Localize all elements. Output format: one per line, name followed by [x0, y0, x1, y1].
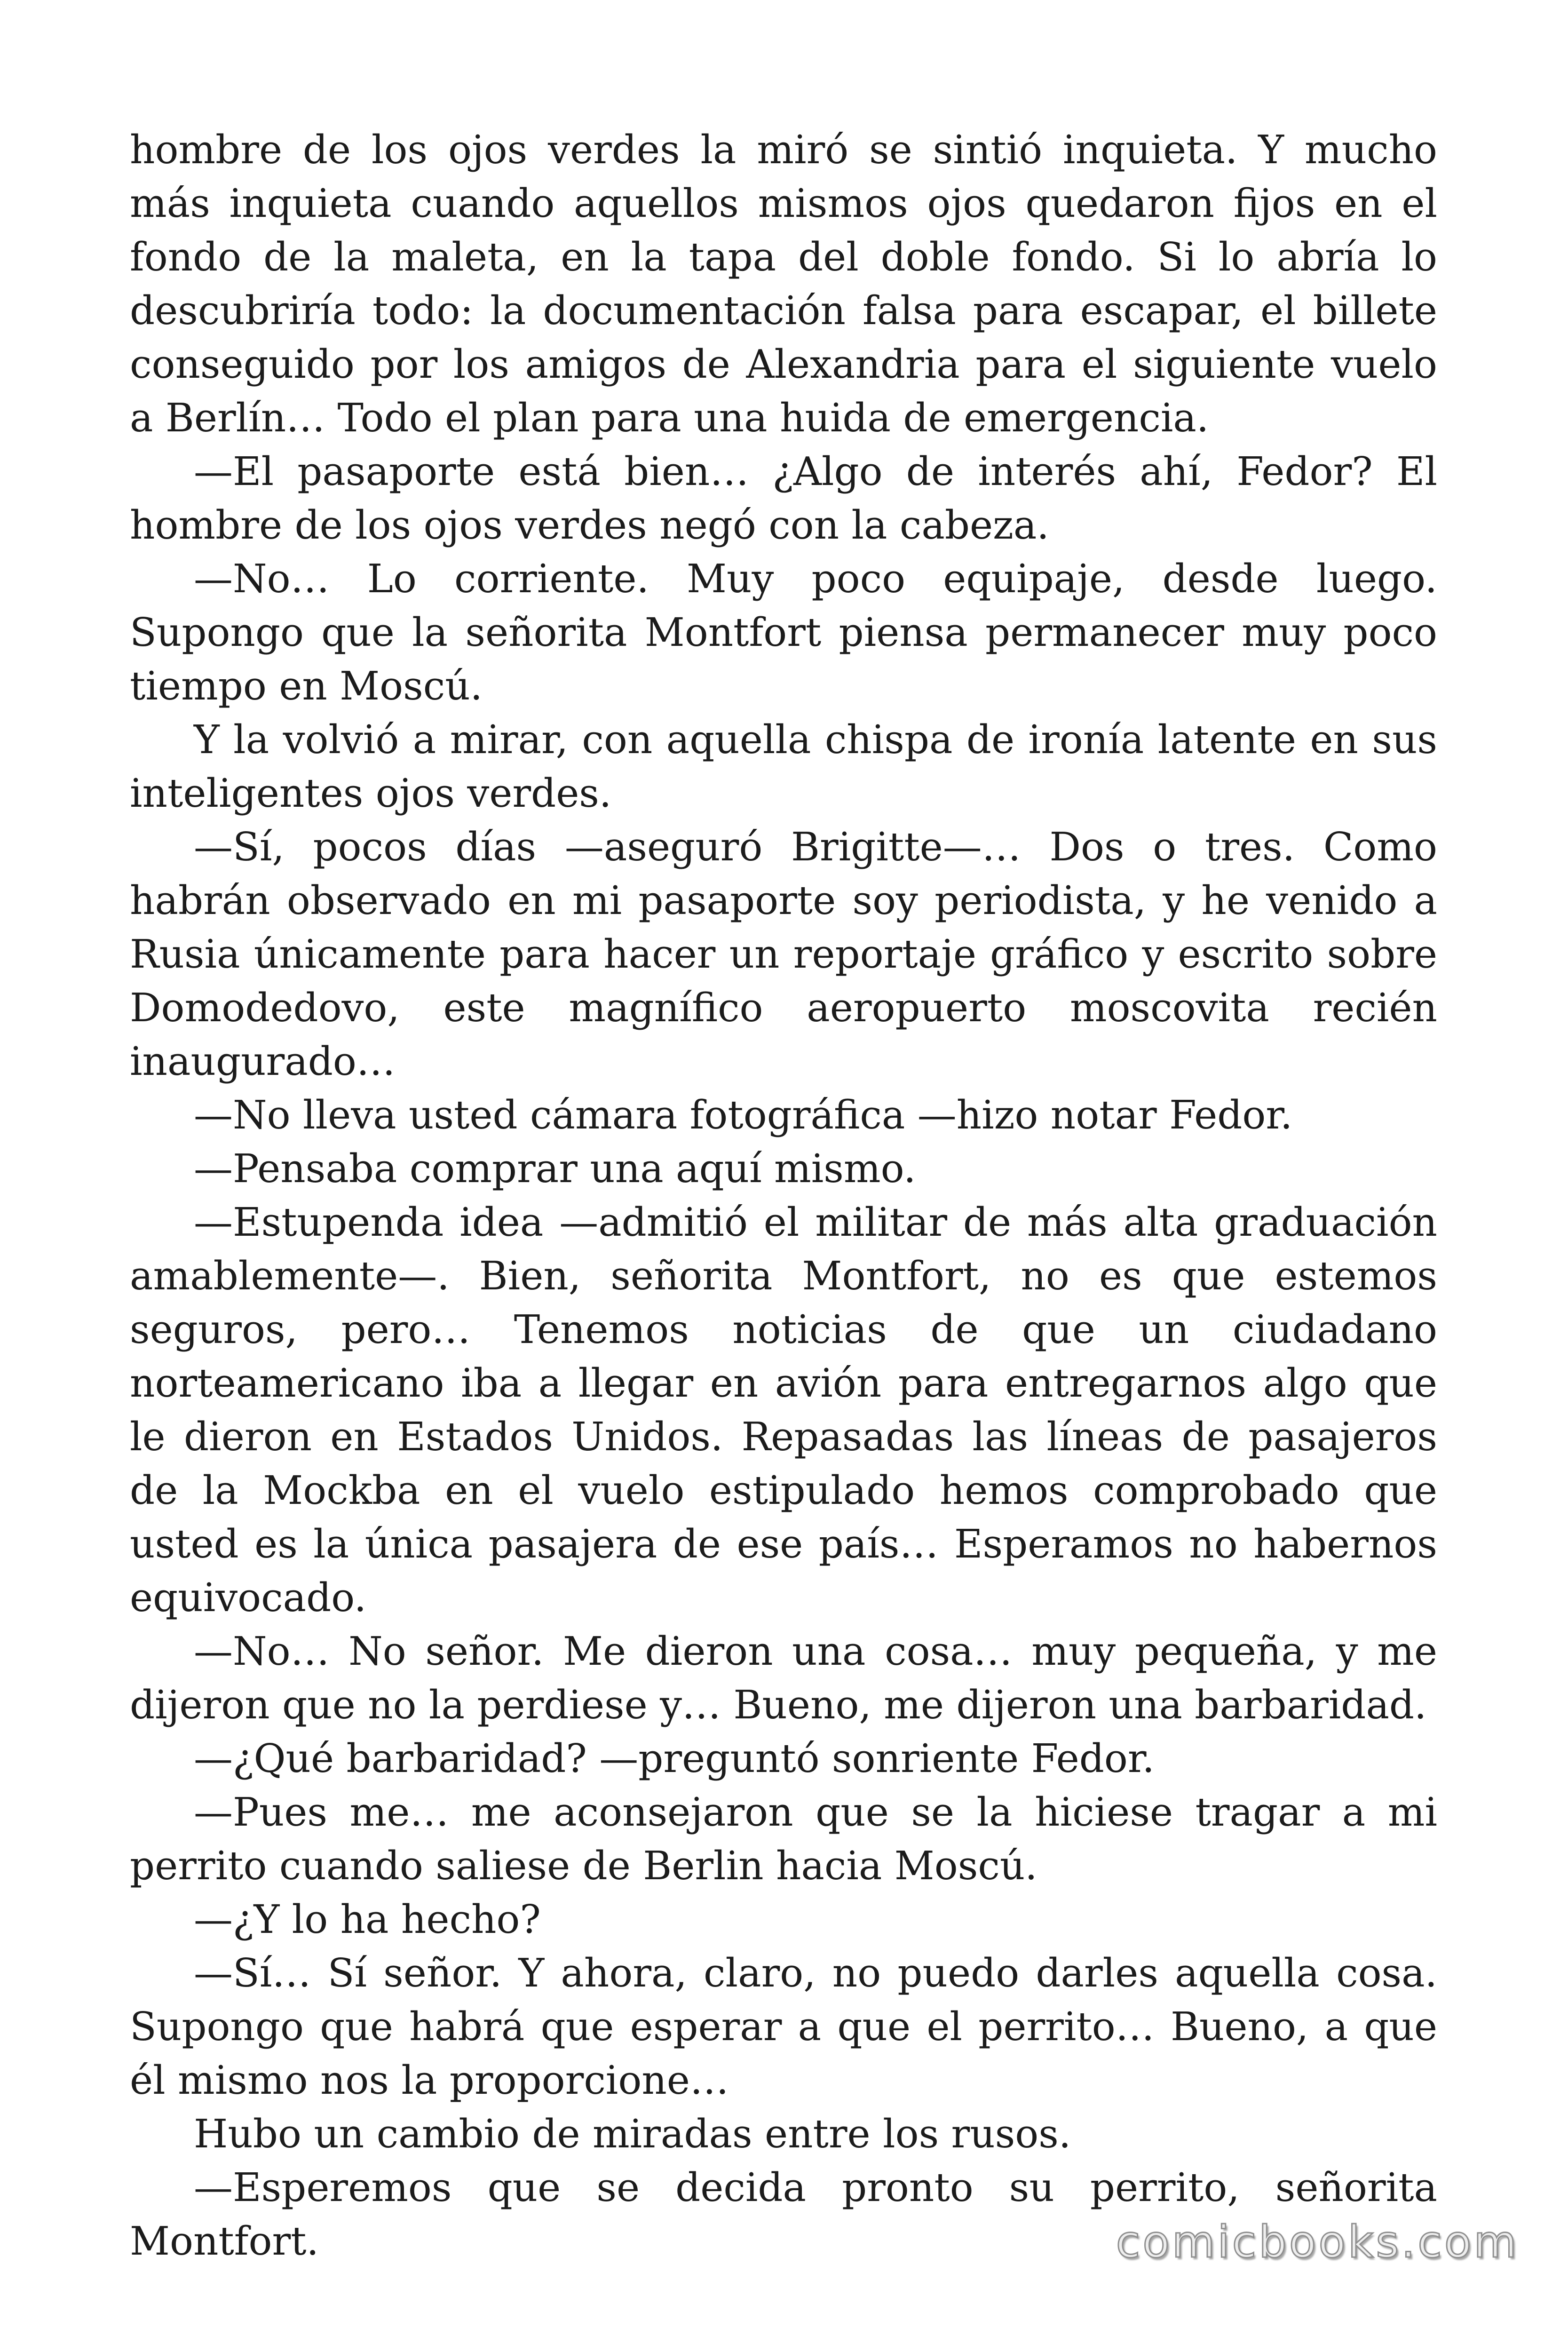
paragraph-dialogue: —No lleva usted cámara fotográfica —hizo notar Fedor.: [194, 1092, 1293, 1138]
paragraph-dialogue: —¿Y lo ha hecho?: [194, 1897, 541, 1942]
paragraph-dialogue: —Sí, pocos días —aseguró Brigitte—… Dos o tres. Como habrán observado en mi pasaporte soy periodista, y he venido a Rusia únicamente para hacer un reportaje gráfico y escrito sobre Domodedovo, este magnífico aeropuerto moscovita recién inaugurado…: [130, 824, 1437, 1084]
paragraph-dialogue: —Estupenda idea —admitió el militar de más alta graduación amablemente—. Bien, señorita Montfort, no es que estemos seguros, pero… Tenemos noticias de que un ciudadano norteamericano iba a llegar en avión para entregarnos algo que le dieron en Estados Unidos. Repasadas las líneas de pasajeros de la Mockba en el vuelo estipulado hemos comprobado que usted es la única pasajera de ese país… Esperamos no habernos equivocado.: [130, 1200, 1437, 1621]
paragraph-dialogue: —Sí… Sí señor. Y ahora, claro, no puedo darles aquella cosa. Supongo que habrá que esperar a que el perrito… Bueno, a que él mismo nos la proporcione…: [130, 1950, 1437, 2103]
paragraph-dialogue: —No… Lo corriente. Muy poco equipaje, desde luego. Supongo que la señorita Montfort piensa permanecer muy poco tiempo en Moscú.: [130, 556, 1437, 709]
paragraph-dialogue: —Pensaba comprar una aquí mismo.: [194, 1146, 916, 1192]
paragraph-dialogue: —Esperemos que se decida pronto su perrito, señorita Montfort.: [130, 2165, 1437, 2264]
paragraph-narration: Hubo un cambio de miradas entre los rusos.: [194, 2111, 1071, 2157]
paragraph-narration: Y la volvió a mirar, con aquella chispa de ironía latente en sus inteligentes ojos verdes.: [130, 717, 1437, 816]
paragraph-continued: hombre de los ojos verdes la miró se sintió inquieta. Y mucho más inquieta cuando aquellos mismos ojos quedaron fijos en el fondo de la maleta, en la tapa del doble fondo. Si lo abría lo descubriría todo: la documentación falsa para escapar, el billete conseguido por los amigos de Alexandria para el siguiente vuelo a Berlín… Todo el plan para una huida de emergencia.: [130, 127, 1437, 441]
paragraph-dialogue: —No… No señor. Me dieron una cosa… muy pequeña, y me dijeron que no la perdiese y… Bueno, me dijeron una barbaridad.: [130, 1629, 1437, 1728]
paragraph-dialogue: —El pasaporte está bien… ¿Algo de interés ahí, Fedor? El hombre de los ojos verdes negó con la cabeza.: [130, 449, 1437, 548]
paragraph-dialogue: —Pues me… me aconsejaron que se la hiciese tragar a mi perrito cuando saliese de Berlin hacia Moscú.: [130, 1789, 1437, 1889]
body-text: [130, 123, 1437, 2268]
paragraph-dialogue: —¿Qué barbaridad? —preguntó sonriente Fedor.: [194, 1736, 1155, 1781]
site-watermark: comicbooks.com: [1116, 2217, 1519, 2268]
